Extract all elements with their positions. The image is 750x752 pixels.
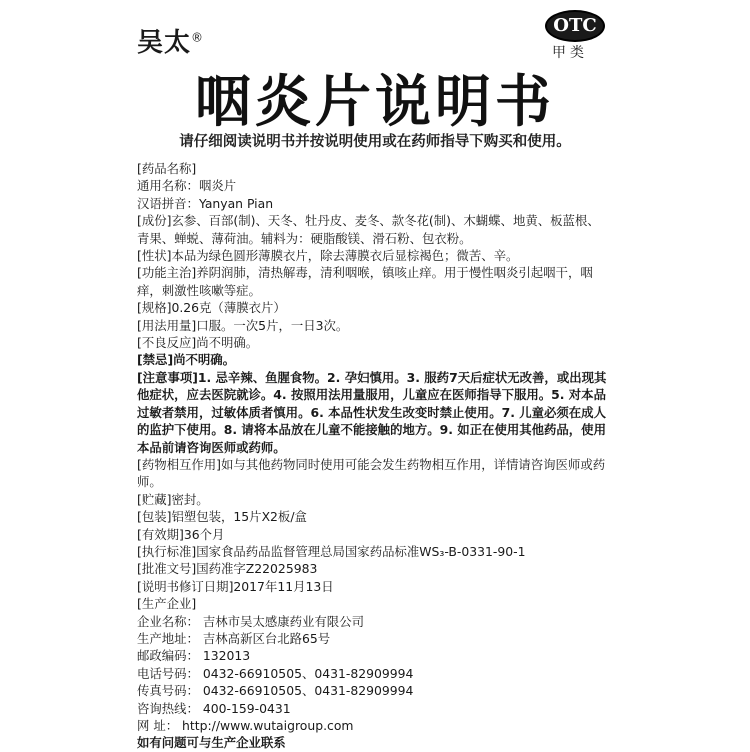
section-text: 如与其他药物同时使用可能会发生药物相互作用，详情请咨询医师或药师。 [137, 456, 606, 490]
manufacturer-fax: 传真号码： 0432-66910505、0431-82909994 [137, 683, 414, 699]
section-characteristics [137, 247, 609, 264]
section-heading: [用法用量] [137, 317, 197, 333]
footer-note: 如有问题可与生产企业联系 [137, 735, 286, 751]
section-heading: [批准文号] [137, 561, 197, 577]
pinyin-name: 汉语拼音：Yanyan Pian [137, 195, 274, 211]
section-text: 2017年11月13日 [233, 578, 334, 594]
section-standard [137, 543, 609, 560]
section-text: 尚不明确。 [173, 352, 236, 368]
section-text: 国药准字Z22025983 [196, 561, 318, 577]
section-heading: [不良反应] [137, 335, 197, 351]
section-text: 密封。 [171, 491, 209, 507]
section-interactions [137, 456, 609, 491]
section-text: 36个月 [183, 526, 225, 542]
page-subtitle: 请仔细阅读说明书并按说明使用或在药师指导下购买和使用。 [179, 134, 571, 150]
section-heading: [功能主治] [137, 265, 197, 281]
section-heading: [成份] [137, 213, 172, 229]
section-dosage [137, 317, 609, 334]
section-text: 0.26克（薄膜衣片） [171, 300, 286, 316]
section-heading: [规格] [137, 300, 172, 316]
otc-badge: OTC [545, 10, 605, 42]
manufacturer-postcode: 邮政编码： 132013 [137, 648, 251, 664]
section-approval [137, 560, 609, 577]
leaflet-body [137, 160, 609, 752]
section-text: 尚不明确。 [196, 335, 259, 351]
page-title: 咽炎片说明书 [195, 70, 555, 135]
section-revision-date [137, 578, 609, 595]
section-manufacturer-heading: [生产企业] [137, 596, 197, 612]
section-contraindications [137, 351, 609, 368]
section-text: 铝塑包装，15片X2板/盒 [171, 509, 307, 525]
section-validity [137, 526, 609, 543]
section-specification [137, 299, 609, 316]
manufacturer-address: 生产地址： 吉林高新区台北路65号 [137, 630, 331, 646]
section-ingredients [137, 212, 609, 247]
section-text: 1. 忌辛辣、鱼腥食物。2. 孕妇慎用。3. 服药7天后症状无改善，或出现其他症状，应去医院就诊。4. 按照用法用量服用，儿童应在医师指导下服用。5. 对本品过敏者禁用，过敏体质者慎用。6. 本品性状发生改变时禁止使用。7. 儿童必须在成人的监护下使用。8. 请将本品放在儿童不能接触的地方。9. 如正在使用其他药品，使用本品前请咨询医师或药师。 [137, 369, 607, 455]
section-heading: [包装] [137, 509, 172, 525]
section-heading: [禁忌] [137, 352, 174, 368]
section-storage [137, 491, 609, 508]
section-text: 本品为绿色圆形薄膜衣片，除去薄膜衣后显棕褐色；微苦、辛。 [171, 248, 519, 264]
manufacturer-phone: 电话号码： 0432-66910505、0431-82909994 [137, 665, 414, 681]
common-name: 通用名称：咽炎片 [137, 178, 237, 194]
section-drug-name-heading: [药品名称] [137, 161, 197, 176]
section-text: 玄参、百部(制)、天冬、牡丹皮、麦冬、款冬花(制)、木蝴蝶、地黄、板蓝根、青果、蝉蜕、薄荷油。辅料为：硬脂酸镁、滑石粉、包衣粉。 [137, 213, 600, 246]
registered-mark: ® [191, 30, 205, 45]
section-text: 养阴润肺，清热解毒，清利咽喉，镇咳止痒。用于慢性咽炎引起咽干，咽痒，刺激性咳嗽等症。 [137, 265, 593, 298]
section-text: 国家食品药品监督管理总局国家药品标准WS₃-B-0331-90-1 [196, 543, 526, 559]
otc-class-label: 甲类 [552, 45, 588, 61]
section-indications [137, 264, 609, 299]
section-heading: [注意事项] [137, 369, 198, 385]
section-adverse-reactions [137, 334, 609, 351]
section-heading: [有效期] [137, 526, 184, 542]
section-precautions [137, 369, 609, 456]
section-heading: [贮藏] [137, 491, 172, 507]
brand-logo [137, 22, 204, 59]
brand-name: 吴太 [137, 28, 192, 58]
section-heading: [执行标准] [137, 543, 197, 559]
manufacturer-company: 企业名称： 吉林市吴太感康药业有限公司 [137, 613, 364, 629]
section-heading: [药物相互作用] [137, 456, 222, 472]
section-packaging [137, 508, 609, 525]
section-text: 口服。一次5片，一日3次。 [196, 317, 349, 333]
section-heading: [说明书修订日期] [137, 578, 234, 594]
section-heading: [性状] [137, 248, 172, 264]
manufacturer-hotline: 咨询热线： 400-159-0431 [137, 700, 291, 716]
manufacturer-website: 网 址： http://www.wutaigroup.com [137, 718, 354, 733]
